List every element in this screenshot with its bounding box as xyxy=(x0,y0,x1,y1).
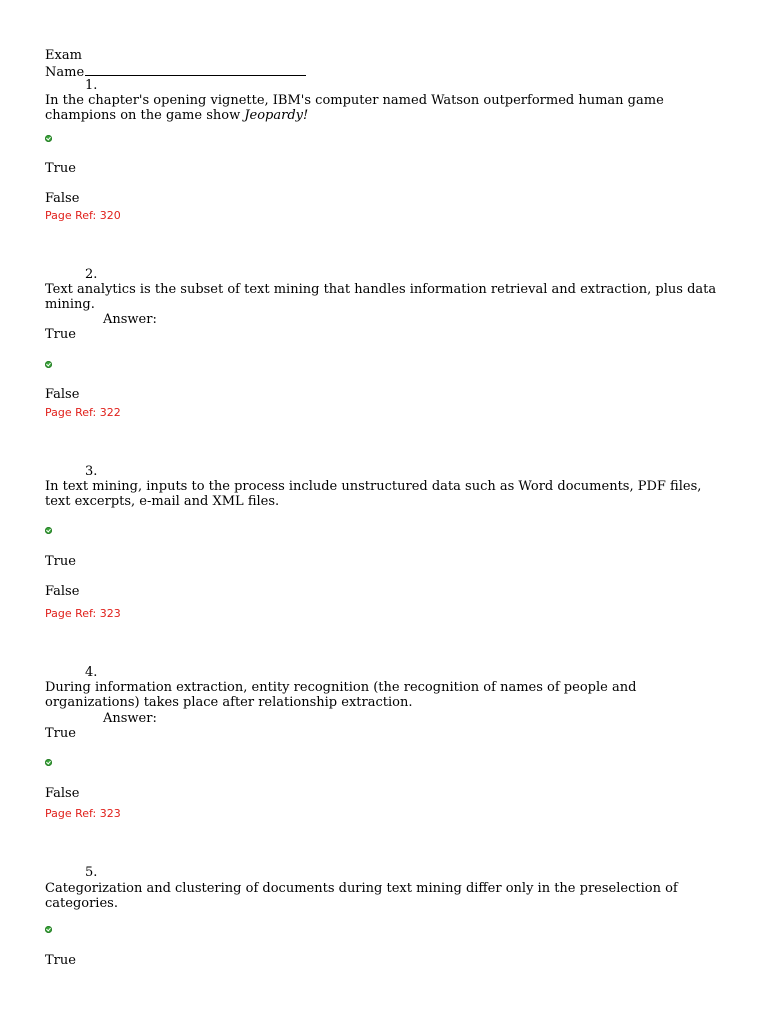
check-circle-icon[interactable] xyxy=(45,135,52,142)
question-4-option-false[interactable]: False xyxy=(45,786,80,801)
question-3-option-false[interactable]: False xyxy=(45,584,80,599)
question-3-page-ref: Page Ref: 323 xyxy=(45,607,121,620)
question-4-text: During information extraction, entity recognition (the recognition of names of people and organizations) takes place after relationship extraction. xyxy=(45,680,637,710)
question-1-option-false[interactable]: False xyxy=(45,191,80,206)
question-5-text: Categorization and clustering of documents during text mining differ only in the preselection of categories. xyxy=(45,881,678,911)
check-circle-icon[interactable] xyxy=(45,527,52,534)
name-blank-line[interactable] xyxy=(85,63,306,76)
question-2-answer-label: Answer: xyxy=(103,312,157,327)
question-1-number: 1. xyxy=(85,78,98,93)
question-3-number: 3. xyxy=(85,464,98,479)
question-1-text-main: In the chapter's opening vignette, IBM's computer named Watson outperformed human game champions on the game show xyxy=(45,93,664,123)
question-2-page-ref: Page Ref: 322 xyxy=(45,406,121,419)
question-2-number: 2. xyxy=(85,267,98,282)
check-circle-icon[interactable] xyxy=(45,759,52,766)
question-4-answer-label: Answer: xyxy=(103,711,157,726)
name-label: Name xyxy=(45,65,85,80)
question-4-page-ref: Page Ref: 323 xyxy=(45,807,121,820)
question-1-text-italic: Jeopardy! xyxy=(244,108,309,123)
question-3-text: In text mining, inputs to the process include unstructured data such as Word documents, PDF files, text excerpts, e-mail and XML files. xyxy=(45,479,702,509)
question-2-text: Text analytics is the subset of text mining that handles information retrieval and extraction, plus data mining. xyxy=(45,282,717,312)
name-field-row xyxy=(45,63,725,80)
question-2-option-true[interactable]: True xyxy=(45,327,76,342)
question-2-option-false[interactable]: False xyxy=(45,387,80,402)
exam-label: Exam xyxy=(45,48,82,63)
question-1-option-true[interactable]: True xyxy=(45,161,76,176)
question-1-page-ref: Page Ref: 320 xyxy=(45,209,121,222)
question-5-option-true[interactable]: True xyxy=(45,953,76,968)
question-1-text xyxy=(45,93,725,123)
question-4-number: 4. xyxy=(85,665,98,680)
question-3-option-true[interactable]: True xyxy=(45,554,76,569)
question-4-option-true[interactable]: True xyxy=(45,726,76,741)
check-circle-icon[interactable] xyxy=(45,361,52,368)
check-circle-icon[interactable] xyxy=(45,926,52,933)
question-5-number: 5. xyxy=(85,865,98,880)
